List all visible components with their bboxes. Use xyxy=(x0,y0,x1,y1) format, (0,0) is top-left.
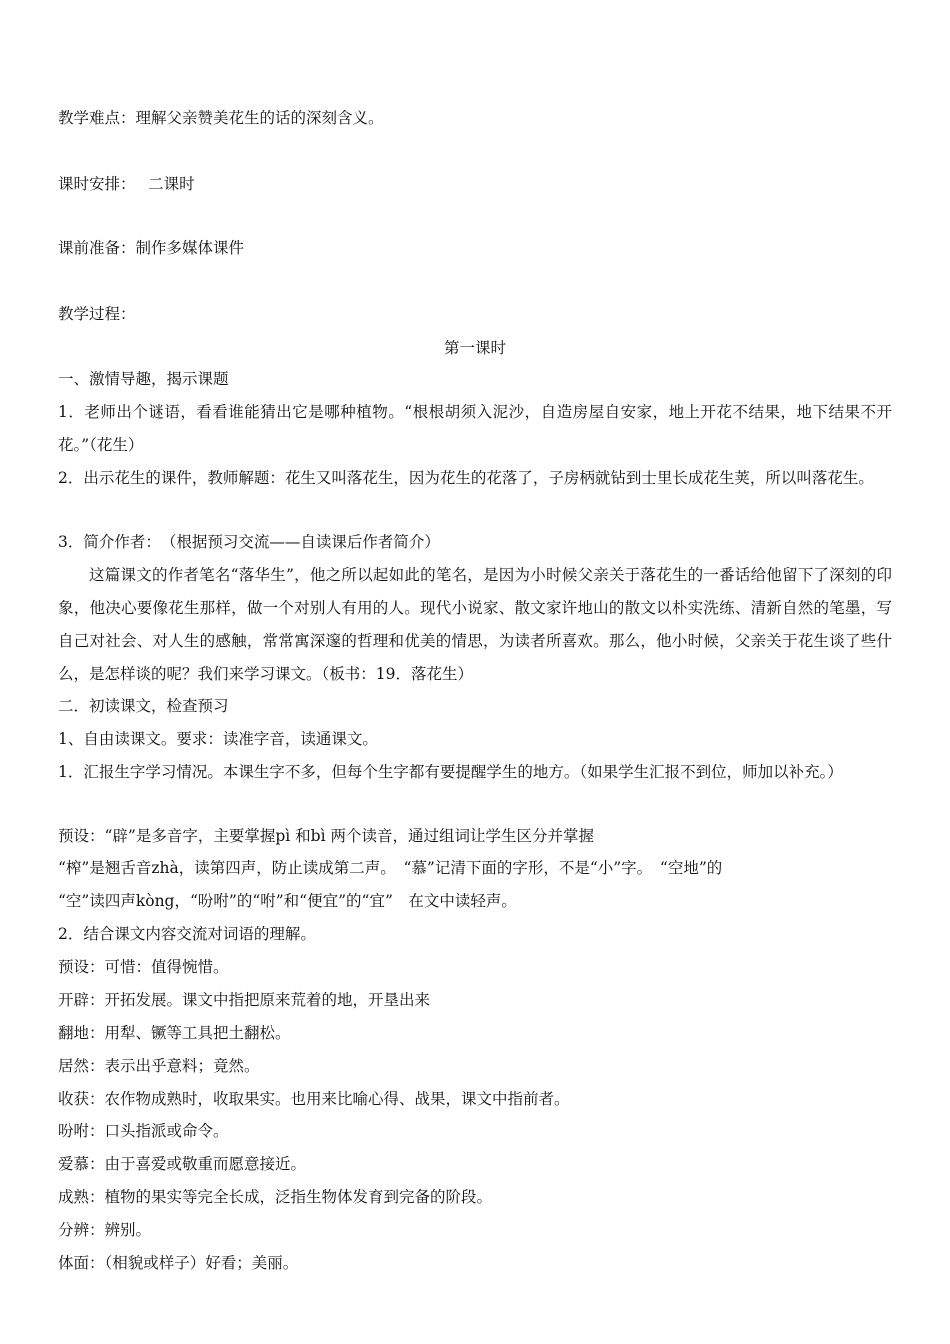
teaching-difficulty: 教学难点：理解父亲赞美花生的话的深刻含义。 xyxy=(58,109,384,127)
paragraph-free-reading: 1、自由读课文。要求：读准字音，读通课文。 xyxy=(58,730,378,748)
vocab-item: 开辟：开拓发展。课文中指把原来荒着的地，开垦出来 xyxy=(58,991,431,1009)
vocab-item: 成熟：植物的果实等完全长成，泛指生物体发育到完备的阶段。 xyxy=(58,1188,493,1206)
paragraph-author-detail: 这篇课文的作者笔名“落华生”，他之所以起如此的笔名，是因为小时候父亲关于落花生的一番话给他留下了深刻的印象，他决心要像花生那样，做一个对别人有用的人。现代小说家、散文家许地山的散文以朴实洗练、清新自然的笔墨，写自己对社会、对人生的感触，常常寓深邃的哲理和优美的情思，为读者所喜欢。那么，他小时候，父亲关于花生谈了些什么，是怎样谈的呢？我们来学习课文。（板书：19．落花生） xyxy=(58,566,892,683)
paragraph-preset-2: “榨”是翘舌音zhà，读第四声，防止读成第二声。 “慕”记清下面的字形，不是“小”字。 “空地”的 xyxy=(58,859,723,877)
vocab-item: 翻地：用犁、镢等工具把土翻松。 xyxy=(58,1024,291,1042)
class-preparation: 课前准备：制作多媒体课件 xyxy=(58,239,245,257)
paragraph-preset-3: “空”读四声kòng，“吩咐”的“咐”和“便宜”的“宜” 在文中读轻声。 xyxy=(58,892,517,910)
paragraph-author-intro: 3．简介作者： （根据预习交流——自读课后作者简介） xyxy=(58,533,440,551)
vocab-item: 居然：表示出乎意料；竟然。 xyxy=(58,1057,260,1075)
vocab-item: 收获：农作物成熟时，收取果实。也用来比喻心得、战果，课文中指前者。 xyxy=(58,1090,570,1108)
class-schedule: 课时安排： 二课时 xyxy=(58,175,195,193)
section-heading-1: 一、激情导趣，揭示课题 xyxy=(58,370,229,388)
vocab-item: 吩咐：口头指派或命令。 xyxy=(58,1122,229,1140)
vocab-item: 预设：可惜：值得惋惜。 xyxy=(58,958,229,976)
paragraph-preset-1: 预设：“辟”是多音字，主要掌握pì 和bì 两个读音，通过组词让学生区分并掌握 xyxy=(58,827,594,845)
process-title: 教学过程： xyxy=(58,305,136,323)
lesson-title: 第一课时 xyxy=(443,339,506,357)
vocab-item: 爱慕：由于喜爱或敬重而愿意接近。 xyxy=(58,1155,307,1173)
vocab-item: 体面：（相貌或样子）好看；美丽。 xyxy=(58,1254,299,1272)
section-heading-2: 二．初读课文，检查预习 xyxy=(58,697,229,715)
paragraph-new-words: 1．汇报生字学习情况。本课生字不多，但每个生字都有要提醒学生的地方。（如果学生汇报不到位，师加以补充。） xyxy=(58,763,843,781)
paragraph-title-explain: 2．出示花生的课件，教师解题：花生又叫落花生，因为花生的花落了，子房柄就钻到士里长成花生荚，所以叫落花生。 xyxy=(58,469,874,487)
vocab-item: 分辨：辨别。 xyxy=(58,1221,152,1239)
paragraph-riddle: 1．老师出个谜语，看看谁能猜出它是哪种植物。“根根胡须入泥沙，自造房屋自安家，地上开花不结果，地下结果不开花。”（花生） xyxy=(58,403,892,454)
paragraph-vocab-intro: 2．结合课文内容交流对词语的理解。 xyxy=(58,925,316,943)
